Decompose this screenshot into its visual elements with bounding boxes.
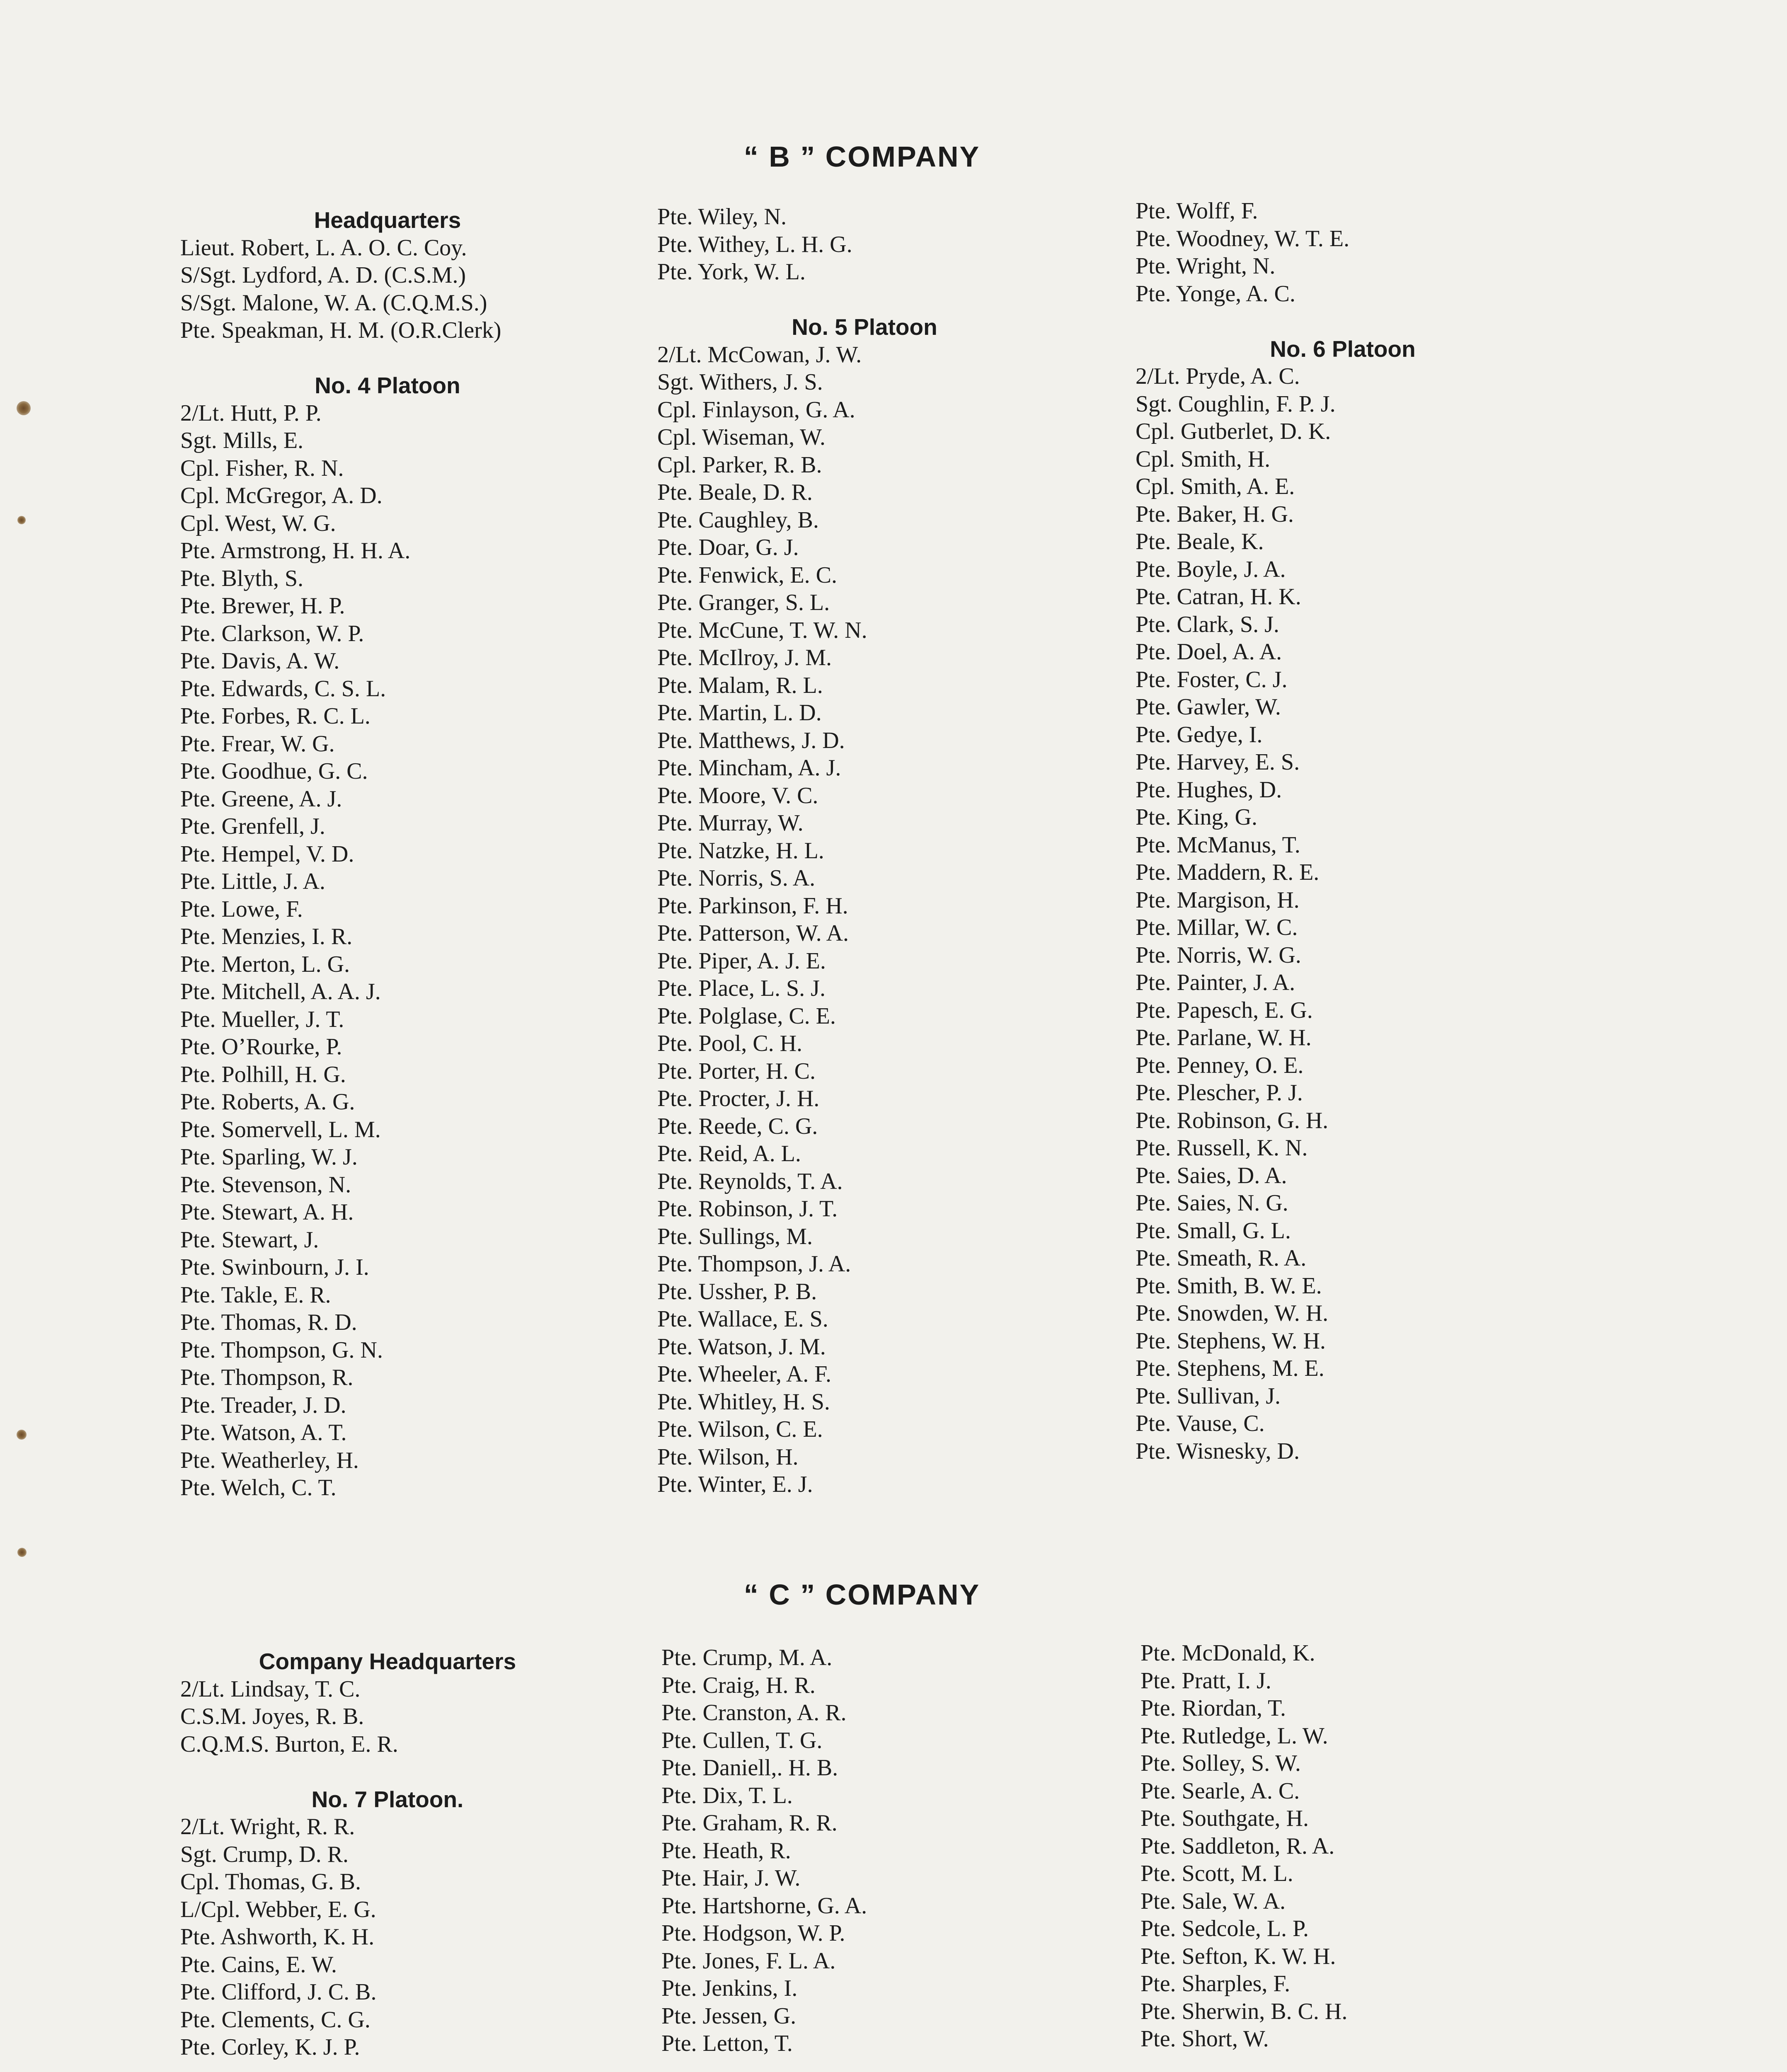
roster-entry: Pte. Smeath, R. A. <box>1136 1245 1307 1271</box>
roster-entry: Pte. Papesch, E. G. <box>1136 997 1313 1023</box>
roster-entry: Pte. Foster, C. J. <box>1136 666 1288 692</box>
roster-entry: Pte. Mueller, J. T. <box>180 1006 344 1032</box>
roster-entry: Pte. Corley, K. J. P. <box>180 2034 360 2060</box>
roster-entry: Pte. Stevenson, N. <box>180 1172 351 1198</box>
roster-entry: Pte. Procter, J. H. <box>657 1086 820 1111</box>
section-heading: Headquarters <box>314 207 461 233</box>
section-heading: No. 6 Platoon <box>1270 336 1416 362</box>
roster-entry: Pte. Sullivan, J. <box>1136 1383 1281 1409</box>
roster-entry: Pte. Hughes, D. <box>1136 777 1282 803</box>
roster-entry: Pte. Norris, S. A. <box>657 865 816 891</box>
roster-entry: Pte. Stephens, W. H. <box>1136 1328 1326 1354</box>
roster-entry: Pte. Pool, C. H. <box>657 1031 803 1056</box>
roster-entry: Pte. Hair, J. W. <box>661 1865 801 1891</box>
roster-entry: Pte. Thomas, R. D. <box>180 1310 357 1335</box>
roster-entry: Pte. Place, L. S. J. <box>657 975 826 1001</box>
c-company-column-1 <box>180 1648 644 2061</box>
roster-entry: 2/Lt. Wright, R. R. <box>180 1814 355 1840</box>
roster-entry: Cpl. Parker, R. B. <box>657 452 822 478</box>
roster-entry: Pte. Sharples, F. <box>1140 1971 1291 1997</box>
roster-entry: Pte. Plescher, P. J. <box>1136 1080 1303 1106</box>
roster-entry: Pte. Jenkins, I. <box>661 1975 798 2001</box>
roster-entry: Pte. Cranston, A. R. <box>661 1700 847 1726</box>
roster-entry: Pte. Merton, L. G. <box>180 951 350 977</box>
roster-entry: Pte. Beale, D. R. <box>657 479 813 505</box>
roster-entry: Pte. Hempel, V. D. <box>180 841 354 867</box>
roster-entry: Pte. Gawler, W. <box>1136 694 1281 720</box>
roster-entry: Pte. Boyle, J. A. <box>1136 556 1286 582</box>
roster-entry: Pte. York, W. L. <box>657 259 806 285</box>
roster-entry: Pte. Letton, T. <box>661 2031 793 2056</box>
roster-entry: Pte. Russell, K. N. <box>1136 1135 1308 1161</box>
roster-entry: Pte. McDonald, K. <box>1140 1640 1315 1666</box>
roster-entry: Pte. Blyth, S. <box>180 565 304 591</box>
roster-entry: Pte. Greene, A. J. <box>180 786 342 812</box>
roster-entry: Pte. Wallace, E. S. <box>657 1306 828 1332</box>
roster-entry: Pte. Porter, H. C. <box>657 1058 816 1084</box>
roster-entry: Sgt. Mills, E. <box>180 428 304 453</box>
roster-entry: 2/Lt. Pryde, A. C. <box>1136 363 1300 389</box>
roster-entry: Pte. Pratt, I. J. <box>1140 1668 1271 1694</box>
roster-entry: Pte. Murray, W. <box>657 810 804 836</box>
roster-entry: Pte. Wolff, F. <box>1136 198 1258 224</box>
roster-entry: Pte. Clarkson, W. P. <box>180 620 364 646</box>
roster-entry: Sgt. Coughlin, F. P. J. <box>1136 391 1336 417</box>
roster-entry: Pte. Wiley, N. <box>657 204 787 230</box>
roster-entry: Pte. Craig, H. R. <box>661 1672 816 1698</box>
roster-entry: Pte. Stephens, M. E. <box>1136 1356 1325 1381</box>
roster-entry: Pte. Jones, F. L. A. <box>661 1948 836 1974</box>
roster-entry: Pte. Maddern, R. E. <box>1136 859 1320 885</box>
roster-entry: Pte. Moore, V. C. <box>657 782 818 808</box>
roster-entry: Pte. Searle, A. C. <box>1140 1778 1300 1804</box>
roster-entry: Pte. Parlane, W. H. <box>1136 1025 1312 1051</box>
roster-entry: Cpl. Finlayson, G. A. <box>657 397 855 423</box>
roster-entry: Pte. Brewer, H. P. <box>180 593 345 619</box>
roster-entry: Pte. Robinson, J. T. <box>657 1196 838 1222</box>
roster-entry: Pte. Saies, D. A. <box>1136 1162 1287 1188</box>
roster-entry: Pte. Smith, B. W. E. <box>1136 1273 1322 1299</box>
section-heading: Company Headquarters <box>259 1648 516 1674</box>
roster-entry: Pte. Saies, N. G. <box>1136 1190 1288 1216</box>
punch-hole <box>17 1430 27 1440</box>
roster-entry: Pte. Hodgson, W. P. <box>661 1920 845 1946</box>
roster-entry: Cpl. Thomas, G. B. <box>180 1869 361 1895</box>
roster-entry: Pte. Wisnesky, D. <box>1136 1438 1300 1464</box>
roster-entry: Lieut. Robert, L. A. O. C. Coy. <box>180 235 467 261</box>
b-company-column-1 <box>180 206 644 1502</box>
roster-entry: C.S.M. Joyes, R. B. <box>180 1704 364 1729</box>
roster-entry: Pte. Frear, W. G. <box>180 731 335 757</box>
roster-entry: Pte. Hartshorne, G. A. <box>661 1893 867 1919</box>
c-company-column-3 <box>1140 1639 1605 2053</box>
roster-entry: L/Cpl. Webber, E. G. <box>180 1896 376 1922</box>
roster-entry: S/Sgt. Lydford, A. D. (C.S.M.) <box>180 262 466 288</box>
roster-entry: Pte. King, G. <box>1136 804 1257 830</box>
roster-entry: Cpl. Fisher, R. N. <box>180 455 344 481</box>
roster-entry: Pte. Weatherley, H. <box>180 1447 359 1473</box>
roster-entry: Pte. Caughley, B. <box>657 507 819 533</box>
roster-entry: Cpl. Smith, H. <box>1136 446 1271 472</box>
roster-entry: Pte. Southgate, H. <box>1140 1806 1309 1831</box>
roster-entry: Pte. Saddleton, R. A. <box>1140 1833 1335 1859</box>
roster-entry: 2/Lt. Lindsay, T. C. <box>180 1676 361 1702</box>
section-spacer <box>657 286 1121 314</box>
roster-entry: Pte. Riordan, T. <box>1140 1695 1286 1721</box>
roster-entry: Pte. Wheeler, A. F. <box>657 1361 831 1387</box>
roster-entry: Pte. Beale, K. <box>1136 529 1264 554</box>
roster-entry: Pte. Millar, W. C. <box>1136 915 1298 940</box>
roster-entry: Pte. Wright, N. <box>1136 253 1276 279</box>
roster-entry: Pte. Sefton, K. W. H. <box>1140 1943 1336 1969</box>
c-company-title: “ C ” COMPANY <box>743 1578 981 1611</box>
roster-entry: Pte. Thompson, R. <box>180 1365 354 1390</box>
roster-entry: Pte. Wilson, H. <box>657 1444 799 1470</box>
roster-entry: Pte. Stewart, J. <box>180 1227 319 1253</box>
roster-entry: Pte. Reid, A. L. <box>657 1141 801 1167</box>
b-company-column-3 <box>1136 197 1600 1465</box>
b-company-column-2 <box>657 203 1121 1498</box>
section-heading: No. 5 Platoon <box>792 314 937 340</box>
roster-entry: Pte. Catran, H. K. <box>1136 584 1301 610</box>
roster-entry: Pte. Daniell,. H. B. <box>661 1755 838 1781</box>
c-company-column-2 <box>661 1644 1126 2057</box>
roster-entry: Pte. Heath, R. <box>661 1837 791 1864</box>
roster-entry: Pte. Sullings, M. <box>657 1223 813 1249</box>
roster-entry: Pte. Sale, W. A. <box>1140 1888 1286 1914</box>
roster-entry: Pte. Sherwin, B. C. H. <box>1140 1998 1348 2024</box>
roster-entry: Pte. Parkinson, F. H. <box>657 893 848 919</box>
roster-entry: Cpl. Smith, A. E. <box>1136 474 1295 499</box>
roster-entry: Pte. Dix, T. L. <box>661 1782 793 1808</box>
roster-entry: Pte. Welch, C. T. <box>180 1475 337 1501</box>
section-heading: No. 7 Platoon. <box>311 1786 464 1812</box>
roster-entry: 2/Lt. McCowan, J. W. <box>657 341 862 368</box>
roster-entry: Pte. Robinson, G. H. <box>1136 1107 1329 1133</box>
roster-entry: Pte. Forbes, R. C. L. <box>180 703 370 729</box>
roster-entry: Pte. Vause, C. <box>1136 1411 1265 1436</box>
roster-entry: Pte. Edwards, C. S. L. <box>180 675 386 702</box>
roster-entry: Pte. Watson, J. M. <box>657 1334 826 1360</box>
roster-entry: Pte. Reede, C. G. <box>657 1113 818 1139</box>
roster-entry: Pte. Malam, R. L. <box>657 672 823 698</box>
roster-entry: Pte. Piper, A. J. E. <box>657 948 826 974</box>
roster-entry: Pte. Thompson, J. A. <box>657 1251 851 1277</box>
roster-entry: Pte. Crump, M. A. <box>661 1645 833 1670</box>
roster-entry: Pte. Harvey, E. S. <box>1136 749 1300 775</box>
roster-entry: Pte. Doel, A. A. <box>1136 639 1282 665</box>
roster-entry: Pte. McManus, T. <box>1136 832 1300 858</box>
roster-entry: Pte. Reynolds, T. A. <box>657 1168 843 1194</box>
roster-entry: Pte. Thompson, G. N. <box>180 1337 383 1363</box>
roster-entry: Pte. Matthews, J. D. <box>657 727 845 753</box>
roster-entry: Pte. Winter, E. J. <box>657 1472 813 1497</box>
roster-entry: Pte. Menzies, I. R. <box>180 924 353 949</box>
roster-entry: Cpl. Wiseman, W. <box>657 424 826 450</box>
roster-entry: Pte. O’Rourke, P. <box>180 1034 342 1060</box>
roster-entry: Pte. Swinbourn, J. I. <box>180 1254 369 1280</box>
roster-entry: Pte. Clifford, J. C. B. <box>180 1979 377 2005</box>
b-company-title: “ B ” COMPANY <box>743 140 981 173</box>
roster-entry: Pte. Takle, E. R. <box>180 1282 331 1308</box>
roster-entry: Pte. Doar, G. J. <box>657 535 799 560</box>
roster-entry: Sgt. Crump, D. R. <box>180 1841 349 1867</box>
section-spacer <box>180 1758 644 1786</box>
roster-entry: Pte. Margison, H. <box>1136 887 1300 913</box>
roster-entry: 2/Lt. Hutt, P. P. <box>180 400 322 426</box>
roster-entry: Pte. Clements, C. G. <box>180 2007 370 2033</box>
roster-entry: Pte. Ashworth, K. H. <box>180 1924 375 1950</box>
section-spacer <box>180 344 644 372</box>
roster-entry: Pte. Polglase, C. E. <box>657 1003 836 1029</box>
roster-entry: Sgt. Withers, J. S. <box>657 369 823 395</box>
roster-entry: Pte. Martin, L. D. <box>657 700 822 726</box>
roster-entry: Pte. Armstrong, H. H. A. <box>180 538 411 564</box>
roster-entry: Cpl. Gutberlet, D. K. <box>1136 419 1331 444</box>
roster-entry: Pte. Granger, S. L. <box>657 590 830 615</box>
roster-entry: Pte. Somervell, L. M. <box>180 1116 381 1143</box>
roster-entry: Pte. Sparling, W. J. <box>180 1144 358 1170</box>
roster-entry: Pte. Roberts, A. G. <box>180 1089 355 1115</box>
roster-entry: Pte. Woodney, W. T. E. <box>1136 225 1350 252</box>
roster-entry: Pte. Penney, O. E. <box>1136 1052 1304 1078</box>
roster-entry: Pte. Sedcole, L. P. <box>1140 1916 1309 1941</box>
roster-entry: Pte. Norris, W. G. <box>1136 942 1301 968</box>
roster-entry: Pte. Short, W. <box>1140 2026 1269 2052</box>
roster-entry: Pte. Small, G. L. <box>1136 1218 1291 1244</box>
roster-entry: Pte. Cains, E. W. <box>180 1951 337 1978</box>
roster-entry: Pte. Yonge, A. C. <box>1136 281 1295 307</box>
roster-entry: S/Sgt. Malone, W. A. (C.Q.M.S.) <box>180 290 487 316</box>
roster-entry: Pte. Watson, A. T. <box>180 1420 347 1445</box>
roster-entry: Pte. Little, J. A. <box>180 869 325 894</box>
roster-entry: Pte. Grenfell, J. <box>180 813 325 839</box>
roster-entry: Pte. Davis, A. W. <box>180 648 340 674</box>
roster-entry: Pte. Fenwick, E. C. <box>657 562 837 588</box>
roster-entry: Pte. Treader, J. D. <box>180 1392 346 1418</box>
roster-entry: Pte. Lowe, F. <box>180 896 303 922</box>
roster-entry: Pte. Speakman, H. M. (O.R.Clerk) <box>180 317 501 343</box>
roster-entry: Pte. Scott, M. L. <box>1140 1861 1293 1886</box>
roster-entry: Pte. Solley, S. W. <box>1140 1750 1301 1776</box>
roster-entry: Pte. Mincham, A. J. <box>657 755 841 781</box>
roster-entry: Pte. Natzke, H. L. <box>657 838 824 864</box>
roster-entry: Cpl. McGregor, A. D. <box>180 483 383 508</box>
roster-entry: Pte. Baker, H. G. <box>1136 501 1294 527</box>
roster-entry: Pte. Goodhue, G. C. <box>180 758 368 784</box>
punch-hole <box>17 401 31 415</box>
roster-entry: Cpl. West, W. G. <box>180 510 336 536</box>
roster-entry: Pte. Patterson, W. A. <box>657 920 849 946</box>
roster-entry: Pte. Wilson, C. E. <box>657 1416 823 1442</box>
section-heading: No. 4 Platoon <box>315 373 460 398</box>
roster-entry: Pte. Gedye, I. <box>1136 721 1263 748</box>
roster-entry: Pte. Clark, S. J. <box>1136 611 1279 637</box>
punch-hole <box>17 516 26 524</box>
roster-entry: Pte. Painter, J. A. <box>1136 970 1295 995</box>
roster-entry: Pte. Whitley, H. S. <box>657 1389 830 1415</box>
roster-entry: Pte. McIlroy, J. M. <box>657 645 832 670</box>
roster-entry: Pte. Snowden, W. H. <box>1136 1300 1329 1326</box>
roster-entry: Pte. Withey, L. H. G. <box>657 231 852 257</box>
roster-entry: Pte. Jessen, G. <box>661 2003 797 2029</box>
roster-entry: Pte. Ussher, P. B. <box>657 1278 817 1305</box>
roster-entry: C.Q.M.S. Burton, E. R. <box>180 1731 398 1757</box>
roster-entry: Pte. Stewart, A. H. <box>180 1199 354 1225</box>
roster-entry: Pte. Graham, R. R. <box>661 1810 838 1836</box>
roster-entry: Pte. Rutledge, L. W. <box>1140 1723 1328 1749</box>
section-spacer <box>1136 307 1600 335</box>
punch-hole <box>17 1548 27 1557</box>
roster-entry: Pte. Polhill, H. G. <box>180 1061 346 1087</box>
roster-entry: Pte. Mitchell, A. A. J. <box>180 979 381 1005</box>
roster-entry: Pte. McCune, T. W. N. <box>657 617 867 643</box>
roster-entry: Pte. Cullen, T. G. <box>661 1727 823 1753</box>
